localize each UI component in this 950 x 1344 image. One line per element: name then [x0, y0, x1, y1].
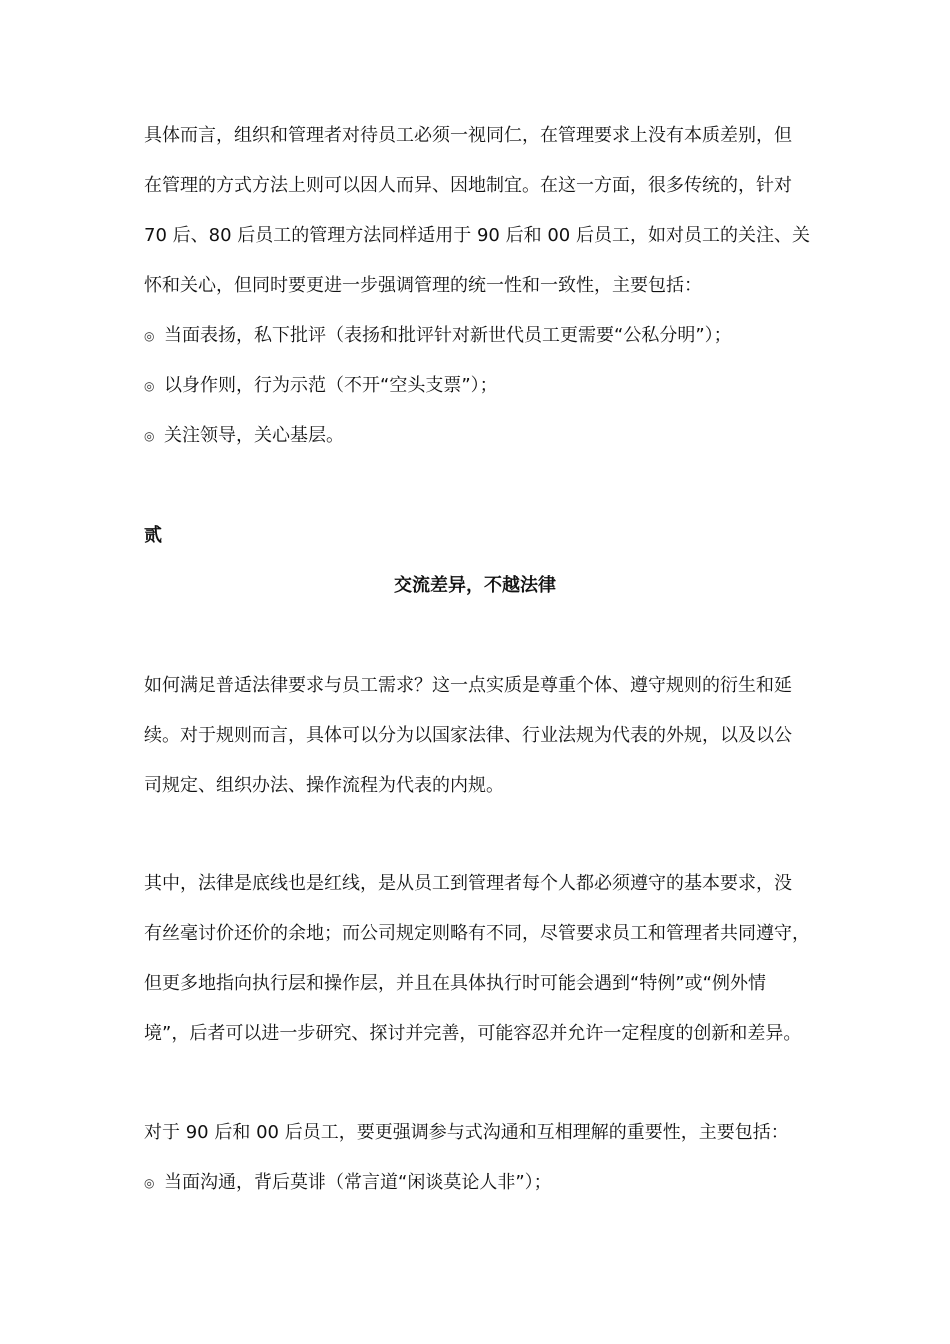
paragraph-3-line-2: 有丝毫讨价还价的余地；而公司规定则略有不同，尽管要求员工和管理者共同遵守， [144, 923, 810, 944]
paragraph-3-line-1: 其中，法律是底线也是红线，是从员工到管理者每个人都必须遵守的基本要求，没 [144, 873, 792, 894]
paragraph-1-line-1: 具体而言，组织和管理者对待员工必须一视同仁，在管理要求上没有本质差别，但 [144, 125, 792, 146]
paragraph-1-line-4: 怀和关心，但同时要更进一步强调管理的统一性和一致性，主要包括： [144, 275, 702, 296]
bullet-icon: ◎ [144, 329, 155, 343]
bullet-text: 关注领导，关心基层。 [164, 425, 344, 446]
bullet-text: 当面表扬，私下批评（表扬和批评针对新世代员工更需要“公私分明”）； [164, 325, 732, 346]
bullet-icon: ◎ [144, 1176, 155, 1190]
paragraph-2-line-2: 续。对于规则而言，具体可以分为以国家法律、行业法规为代表的外规，以及以公 [144, 725, 792, 746]
paragraph-3-line-4: 境”，后者可以进一步研究、探讨并完善，可能容忍并允许一定程度的创新和差异。 [144, 1023, 802, 1044]
section-title: 交流差异，不越法律 [394, 575, 556, 596]
bullet-icon: ◎ [144, 379, 155, 393]
bullet-text: 当面沟通，背后莫诽（常言道“闲谈莫论人非”）； [164, 1172, 552, 1193]
section-number: 贰 [144, 525, 162, 546]
bullet-item-4 [144, 1171, 552, 1195]
bullet-item-3 [144, 424, 344, 448]
paragraph-4-line-1: 对于 90 后和 00 后员工，要更强调参与式沟通和互相理解的重要性，主要包括： [144, 1122, 789, 1143]
bullet-item-1 [144, 324, 732, 348]
paragraph-3-line-3: 但更多地指向执行层和操作层，并且在具体执行时可能会遇到“特例”或“例外情 [144, 973, 766, 994]
paragraph-2-line-1: 如何满足普适法律要求与员工需求？这一点实质是尊重个体、遵守规则的衍生和延 [144, 675, 792, 696]
bullet-item-2 [144, 374, 498, 398]
paragraph-1-line-3: 70 后、80 后员工的管理方法同样适用于 90 后和 00 后员工，如对员工的关注、关 [144, 225, 810, 246]
paragraph-1-line-2: 在管理的方式方法上则可以因人而异、因地制宜。在这一方面，很多传统的，针对 [144, 175, 792, 196]
bullet-text: 以身作则，行为示范（不开“空头支票”）； [164, 375, 498, 396]
paragraph-2-line-3: 司规定、组织办法、操作流程为代表的内规。 [144, 775, 504, 796]
bullet-icon: ◎ [144, 429, 155, 443]
